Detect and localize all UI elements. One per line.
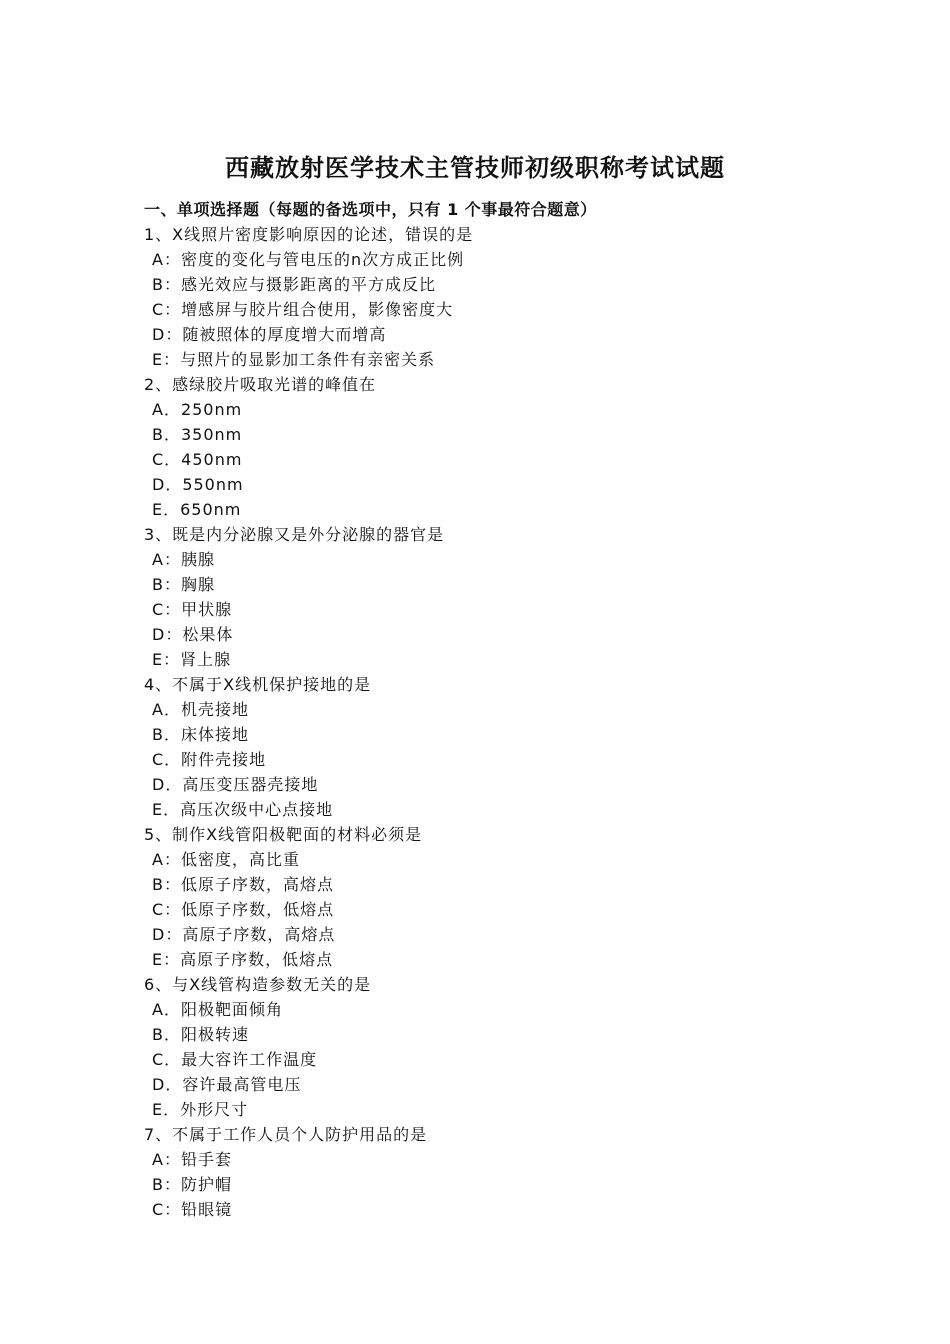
question-stem: 6、与X线管构造参数无关的是 [144, 975, 372, 994]
option-b: B：低原子序数，高熔点 [152, 875, 334, 894]
option-c: C．最大容许工作温度 [152, 1050, 318, 1069]
option-a: A：胰腺 [152, 550, 215, 569]
option-a: A．阳极靶面倾角 [152, 1000, 283, 1019]
option-c: C．附件壳接地 [152, 750, 267, 769]
question-1 [144, 222, 864, 372]
option-d: D．550nm [152, 475, 244, 494]
option-d: D：随被照体的厚度增大而增高 [152, 325, 387, 344]
option-a: A：低密度，高比重 [152, 850, 300, 869]
option-d: D：松果体 [152, 625, 234, 644]
option-e: E：高原子序数，低熔点 [152, 950, 334, 969]
question-stem: 1、X线照片密度影响原因的论述，错误的是 [144, 225, 474, 244]
question-6 [144, 972, 864, 1122]
option-a: A：铅手套 [152, 1150, 232, 1169]
option-b: B．350nm [152, 425, 243, 444]
option-d: D．容许最高管电压 [152, 1075, 302, 1094]
option-c: C．450nm [152, 450, 243, 469]
option-a: A．250nm [152, 400, 243, 419]
option-d: D．高压变压器壳接地 [152, 775, 319, 794]
question-4 [144, 672, 864, 822]
option-e: E．650nm [152, 500, 242, 519]
option-c: C：低原子序数，低熔点 [152, 900, 335, 919]
option-b: B：感光效应与摄影距离的平方成反比 [152, 275, 436, 294]
question-2 [144, 372, 864, 522]
option-e: E．高压次级中心点接地 [152, 800, 334, 819]
option-b: B．阳极转速 [152, 1025, 249, 1044]
question-stem: 2、感绿胶片吸取光谱的峰值在 [144, 375, 377, 394]
question-5 [144, 822, 864, 972]
option-c: C：铅眼镜 [152, 1200, 233, 1219]
option-a: A：密度的变化与管电压的n次方成正比例 [152, 250, 465, 269]
option-e: E．外形尺寸 [152, 1100, 249, 1119]
question-stem: 7、不属于工作人员个人防护用品的是 [144, 1125, 428, 1144]
document-body [144, 197, 864, 1222]
option-d: D：高原子序数，高熔点 [152, 925, 336, 944]
question-3 [144, 522, 864, 672]
option-e: E：肾上腺 [152, 650, 232, 669]
option-b: B：胸腺 [152, 575, 215, 594]
question-stem: 3、既是内分泌腺又是外分泌腺的器官是 [144, 525, 445, 544]
document-title: 西藏放射医学技术主管技师初级职称考试试题 [225, 153, 725, 182]
option-e: E：与照片的显影加工条件有亲密关系 [152, 350, 436, 369]
option-b: B．床体接地 [152, 725, 249, 744]
option-c: C：甲状腺 [152, 600, 233, 619]
option-b: B：防护帽 [152, 1175, 232, 1194]
question-stem: 4、不属于X线机保护接地的是 [144, 675, 372, 694]
section-heading: 一、单项选择题（每题的备选项中，只有 1 个事最符合题意） [144, 200, 597, 219]
option-c: C：增感屏与胶片组合使用，影像密度大 [152, 300, 454, 319]
question-stem: 5、制作X线管阳极靶面的材料必须是 [144, 825, 423, 844]
question-7 [144, 1122, 864, 1222]
option-a: A．机壳接地 [152, 700, 249, 719]
